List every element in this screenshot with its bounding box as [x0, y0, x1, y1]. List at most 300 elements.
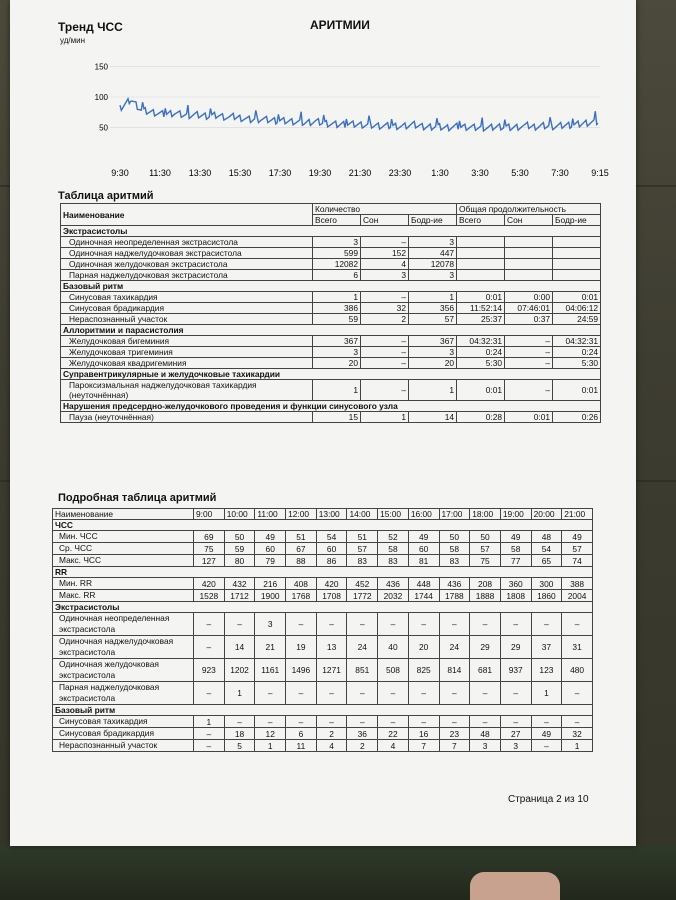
duration-cell: 0:24 [457, 347, 505, 358]
value-cell: 59 [224, 543, 255, 555]
value-cell: 49 [562, 531, 593, 543]
table-row [53, 682, 593, 705]
section-label: Базовый ритм [53, 705, 593, 716]
value-cell: 4 [378, 740, 409, 752]
value-cell: 216 [255, 578, 286, 590]
value-cell: – [255, 716, 286, 728]
duration-cell: – [505, 358, 553, 369]
value-cell: 22 [378, 728, 409, 740]
x-tick-label: 3:30 [471, 168, 489, 178]
count-cell: 599 [313, 248, 361, 259]
value-cell: 24 [439, 636, 470, 659]
value-cell: – [470, 682, 501, 705]
value-cell: – [194, 613, 225, 636]
value-cell: 27 [500, 728, 531, 740]
value-cell: 31 [562, 636, 593, 659]
section-label: ЧСС [53, 520, 593, 531]
duration-cell: 0:01 [553, 380, 601, 401]
col-name: Наименование [61, 204, 313, 226]
duration-cell: 5:30 [457, 358, 505, 369]
value-cell: 1202 [224, 659, 255, 682]
x-tick-label: 15:30 [228, 168, 252, 178]
section-label: Аллоритмии и парасистолия [61, 325, 601, 336]
value-cell: 49 [500, 531, 531, 543]
x-tick-label: 9:30 [111, 168, 129, 178]
value-cell: 1 [531, 682, 562, 705]
duration-cell: 07:46:01 [505, 303, 553, 314]
value-cell: 29 [470, 636, 501, 659]
value-cell: 1271 [316, 659, 347, 682]
value-cell: 3 [470, 740, 501, 752]
table-row [61, 303, 601, 314]
value-cell: – [347, 613, 378, 636]
col-duration: Общая продолжительность [457, 204, 601, 215]
value-cell: 21 [255, 636, 286, 659]
background-object [470, 872, 560, 900]
value-cell: 83 [439, 555, 470, 567]
count-cell: 3 [409, 347, 457, 358]
value-cell: – [562, 716, 593, 728]
row-label: Одиночная наджелудочковая экстрасистола [53, 636, 194, 659]
value-cell: 123 [531, 659, 562, 682]
trend-unit: уд/мин [60, 36, 86, 45]
time-header: 18:00 [470, 509, 501, 520]
value-cell: 2032 [378, 590, 409, 602]
value-cell: 388 [562, 578, 593, 590]
value-cell: 12 [255, 728, 286, 740]
duration-cell [505, 270, 553, 281]
value-cell: 54 [316, 531, 347, 543]
value-cell: 6 [286, 728, 317, 740]
value-cell: 83 [347, 555, 378, 567]
y-tick-label: 150 [94, 62, 108, 72]
value-cell: 448 [408, 578, 439, 590]
x-tick-label: 11:30 [149, 168, 171, 178]
value-cell: 1744 [408, 590, 439, 602]
x-tick-label: 5:30 [511, 168, 529, 178]
value-cell: 24 [347, 636, 378, 659]
count-cell: 386 [313, 303, 361, 314]
table-row [61, 237, 601, 248]
arrhythmia-table [60, 203, 601, 423]
hr-series-line [120, 99, 598, 131]
value-cell: 3 [500, 740, 531, 752]
value-cell: 58 [500, 543, 531, 555]
value-cell: 77 [500, 555, 531, 567]
table-row [53, 531, 593, 543]
value-cell: – [408, 613, 439, 636]
value-cell: 452 [347, 578, 378, 590]
value-cell: 58 [439, 543, 470, 555]
row-label: Желудочковая тригеминия [61, 347, 313, 358]
header-row [53, 509, 593, 520]
row-label: Синусовая тахикардия [53, 716, 194, 728]
duration-cell: 0:01 [457, 380, 505, 401]
time-header: 15:00 [378, 509, 409, 520]
value-cell: 57 [562, 543, 593, 555]
value-cell: 50 [470, 531, 501, 543]
value-cell: 3 [255, 613, 286, 636]
count-cell: 2 [361, 314, 409, 325]
duration-cell: 0:01 [457, 292, 505, 303]
x-tick-label: 19:30 [308, 168, 332, 178]
row-label: Одиночная неопределенная экстрасистола [53, 613, 194, 636]
time-header: 11:00 [255, 509, 286, 520]
time-header: 20:00 [531, 509, 562, 520]
duration-cell: 04:32:31 [553, 336, 601, 347]
duration-cell: 0:01 [553, 292, 601, 303]
count-cell: 12082 [313, 259, 361, 270]
duration-cell: – [505, 380, 553, 401]
time-header: 17:00 [439, 509, 470, 520]
count-cell: 3 [361, 270, 409, 281]
value-cell: 825 [408, 659, 439, 682]
value-cell: – [500, 682, 531, 705]
value-cell: 40 [378, 636, 409, 659]
value-cell: 14 [224, 636, 255, 659]
value-cell: – [347, 682, 378, 705]
row-label: Одиночная желудочковая экстрасистола [61, 259, 313, 270]
section-label: Экстрасистолы [61, 226, 601, 237]
value-cell: 13 [316, 636, 347, 659]
count-cell: 3 [313, 237, 361, 248]
value-cell: 1712 [224, 590, 255, 602]
background-ground [0, 846, 676, 900]
count-cell: – [361, 380, 409, 401]
value-cell: – [194, 636, 225, 659]
value-cell: 86 [316, 555, 347, 567]
value-cell: 127 [194, 555, 225, 567]
count-cell: – [361, 347, 409, 358]
duration-cell [505, 248, 553, 259]
duration-cell [457, 270, 505, 281]
value-cell: 1768 [286, 590, 317, 602]
col-total: Всего [313, 215, 361, 226]
page-number: Страница 2 из 10 [508, 794, 589, 805]
count-cell: 59 [313, 314, 361, 325]
x-tick-label: 21:30 [348, 168, 372, 178]
row-label: Парная наджелудочковая экстрасистола [53, 682, 194, 705]
table-row [61, 358, 601, 369]
row-label: Желудочковая бигеминия [61, 336, 313, 347]
duration-cell [457, 237, 505, 248]
row-label: Парная наджелудочковая экстрасистола [61, 270, 313, 281]
value-cell: 75 [194, 543, 225, 555]
col-awake: Бодр-ие [553, 215, 601, 226]
table-row [61, 292, 601, 303]
value-cell: – [316, 613, 347, 636]
value-cell: – [194, 740, 225, 752]
count-cell: 1 [409, 292, 457, 303]
time-header: 9:00 [194, 509, 225, 520]
x-tick-label: 1:30 [431, 168, 449, 178]
value-cell: 408 [286, 578, 317, 590]
duration-cell: 0:24 [553, 347, 601, 358]
section-row [61, 281, 601, 292]
value-cell: 54 [531, 543, 562, 555]
table-row [61, 259, 601, 270]
value-cell: 1 [224, 682, 255, 705]
value-cell: – [224, 716, 255, 728]
section-row [61, 226, 601, 237]
value-cell: – [531, 716, 562, 728]
duration-cell: 0:37 [505, 314, 553, 325]
value-cell: 88 [286, 555, 317, 567]
value-cell: 681 [470, 659, 501, 682]
count-cell: 12078 [409, 259, 457, 270]
value-cell: – [378, 716, 409, 728]
value-cell: 480 [562, 659, 593, 682]
count-cell: 3 [313, 347, 361, 358]
value-cell: 360 [500, 578, 531, 590]
value-cell: – [224, 613, 255, 636]
y-tick-label: 50 [99, 123, 108, 133]
value-cell: 436 [378, 578, 409, 590]
section-row [61, 325, 601, 336]
page-title: АРИТМИИ [310, 18, 370, 32]
value-cell: 49 [531, 728, 562, 740]
value-cell: 58 [378, 543, 409, 555]
value-cell: 75 [470, 555, 501, 567]
table-row [53, 578, 593, 590]
detail-table-title: Подробная таблица аритмий [58, 492, 217, 504]
value-cell: 50 [439, 531, 470, 543]
value-cell: 83 [378, 555, 409, 567]
row-label: Нераспознанный участок [53, 740, 194, 752]
value-cell: 1 [194, 716, 225, 728]
count-cell: 3 [409, 237, 457, 248]
count-cell: 1 [313, 292, 361, 303]
count-cell: 1 [313, 380, 361, 401]
value-cell: 52 [378, 531, 409, 543]
count-cell: 1 [409, 380, 457, 401]
value-cell: 48 [531, 531, 562, 543]
value-cell: 508 [378, 659, 409, 682]
value-cell: 1496 [286, 659, 317, 682]
count-cell: – [361, 336, 409, 347]
value-cell: 1708 [316, 590, 347, 602]
value-cell: – [500, 613, 531, 636]
value-cell: 1860 [531, 590, 562, 602]
value-cell: 208 [470, 578, 501, 590]
table-row [53, 740, 593, 752]
section-label: Базовый ритм [61, 281, 601, 292]
value-cell: 57 [347, 543, 378, 555]
table-row [53, 613, 593, 636]
value-cell: 851 [347, 659, 378, 682]
duration-cell: 0:01 [505, 412, 553, 423]
value-cell: – [378, 613, 409, 636]
table-row [61, 412, 601, 423]
x-tick-label: 17:30 [268, 168, 292, 178]
duration-cell [553, 270, 601, 281]
value-cell: 1888 [470, 590, 501, 602]
value-cell: 51 [286, 531, 317, 543]
arrhythmia-table-title: Таблица аритмий [58, 190, 154, 202]
col-sleep: Сон [361, 215, 409, 226]
duration-cell [457, 259, 505, 270]
value-cell: – [286, 682, 317, 705]
row-label: Одиночная неопределенная экстрасистола [61, 237, 313, 248]
duration-cell: 5:30 [553, 358, 601, 369]
x-tick-label: 7:30 [551, 168, 569, 178]
value-cell: 60 [408, 543, 439, 555]
table-row [61, 248, 601, 259]
col-name: Наименование [53, 509, 194, 520]
value-cell: 1808 [500, 590, 531, 602]
value-cell: – [316, 682, 347, 705]
table-row [61, 270, 601, 281]
count-cell: 57 [409, 314, 457, 325]
duration-cell [505, 259, 553, 270]
x-tick-label: 13:30 [188, 168, 212, 178]
value-cell: 432 [224, 578, 255, 590]
count-cell: 32 [361, 303, 409, 314]
col-sleep: Сон [505, 215, 553, 226]
time-header: 16:00 [408, 509, 439, 520]
section-label: Экстрасистолы [53, 602, 593, 613]
value-cell: – [470, 716, 501, 728]
duration-cell [553, 259, 601, 270]
value-cell: – [439, 613, 470, 636]
duration-cell: 25:37 [457, 314, 505, 325]
value-cell: 420 [316, 578, 347, 590]
value-cell: – [286, 613, 317, 636]
col-total: Всего [457, 215, 505, 226]
value-cell: 49 [408, 531, 439, 543]
value-cell: 74 [562, 555, 593, 567]
table-row [61, 380, 601, 401]
row-label: Синусовая брадикардия [61, 303, 313, 314]
value-cell: 1161 [255, 659, 286, 682]
count-cell: 356 [409, 303, 457, 314]
value-cell: 67 [286, 543, 317, 555]
value-cell: 29 [500, 636, 531, 659]
value-cell: 923 [194, 659, 225, 682]
count-cell: 1 [361, 412, 409, 423]
table-row [53, 636, 593, 659]
value-cell: 1 [562, 740, 593, 752]
value-cell: – [408, 716, 439, 728]
value-cell: 5 [224, 740, 255, 752]
value-cell: 60 [255, 543, 286, 555]
value-cell: – [194, 728, 225, 740]
duration-cell: 0:28 [457, 412, 505, 423]
value-cell: – [531, 740, 562, 752]
value-cell: 11 [286, 740, 317, 752]
value-cell: – [378, 682, 409, 705]
duration-cell [553, 248, 601, 259]
row-label: Одиночная желудочковая экстрасистола [53, 659, 194, 682]
value-cell: 814 [439, 659, 470, 682]
value-cell: 1772 [347, 590, 378, 602]
x-tick-label: 23:30 [388, 168, 412, 178]
value-cell: 937 [500, 659, 531, 682]
x-tick-label: 9:15 [591, 168, 609, 178]
trend-title: Тренд ЧСС [58, 20, 123, 34]
value-cell: – [500, 716, 531, 728]
value-cell: 51 [347, 531, 378, 543]
col-awake: Бодр-ие [409, 215, 457, 226]
row-label: Нераспознанный участок [61, 314, 313, 325]
count-cell: 367 [409, 336, 457, 347]
count-cell: – [361, 358, 409, 369]
value-cell: 36 [347, 728, 378, 740]
value-cell: 4 [316, 740, 347, 752]
hr-trend-chart [60, 48, 620, 183]
value-cell: 7 [439, 740, 470, 752]
table-row [53, 555, 593, 567]
value-cell: 436 [439, 578, 470, 590]
duration-cell [457, 248, 505, 259]
value-cell: 69 [194, 531, 225, 543]
value-cell: 420 [194, 578, 225, 590]
row-label: Мин. RR [53, 578, 194, 590]
section-row [53, 567, 593, 578]
duration-cell: 0:00 [505, 292, 553, 303]
count-cell: 367 [313, 336, 361, 347]
section-row [53, 602, 593, 613]
row-label: Синусовая брадикардия [53, 728, 194, 740]
value-cell: – [562, 682, 593, 705]
count-cell: 4 [361, 259, 409, 270]
document-page [10, 0, 636, 846]
value-cell: – [562, 613, 593, 636]
table-row [53, 590, 593, 602]
time-header: 19:00 [500, 509, 531, 520]
value-cell: 60 [316, 543, 347, 555]
count-cell: – [361, 292, 409, 303]
row-label: Мин. ЧСС [53, 531, 194, 543]
y-tick-label: 100 [94, 93, 108, 102]
duration-cell [505, 237, 553, 248]
value-cell: – [439, 716, 470, 728]
value-cell: 50 [224, 531, 255, 543]
count-cell: 152 [361, 248, 409, 259]
table-row [53, 728, 593, 740]
value-cell: 20 [408, 636, 439, 659]
value-cell: 19 [286, 636, 317, 659]
row-label: Желудочковая квадригеминия [61, 358, 313, 369]
section-row [53, 520, 593, 531]
duration-cell: – [505, 336, 553, 347]
row-label: Макс. RR [53, 590, 194, 602]
value-cell: – [316, 716, 347, 728]
duration-cell [553, 237, 601, 248]
value-cell: 80 [224, 555, 255, 567]
section-label: RR [53, 567, 593, 578]
detail-table [52, 508, 593, 752]
count-cell: 6 [313, 270, 361, 281]
duration-cell: 04:06:12 [553, 303, 601, 314]
count-cell: 15 [313, 412, 361, 423]
row-label: Синусовая тахикардия [61, 292, 313, 303]
value-cell: – [255, 682, 286, 705]
row-label: Макс. ЧСС [53, 555, 194, 567]
time-header: 21:00 [562, 509, 593, 520]
value-cell: – [194, 682, 225, 705]
duration-cell: 24:59 [553, 314, 601, 325]
value-cell: 79 [255, 555, 286, 567]
duration-cell: 11:52:14 [457, 303, 505, 314]
section-label: Суправентрикулярные и желудочковые тахикардии [61, 369, 601, 380]
value-cell: 2004 [562, 590, 593, 602]
table-row [61, 336, 601, 347]
value-cell: 32 [562, 728, 593, 740]
value-cell: – [286, 716, 317, 728]
value-cell: 37 [531, 636, 562, 659]
row-label: Ср. ЧСС [53, 543, 194, 555]
